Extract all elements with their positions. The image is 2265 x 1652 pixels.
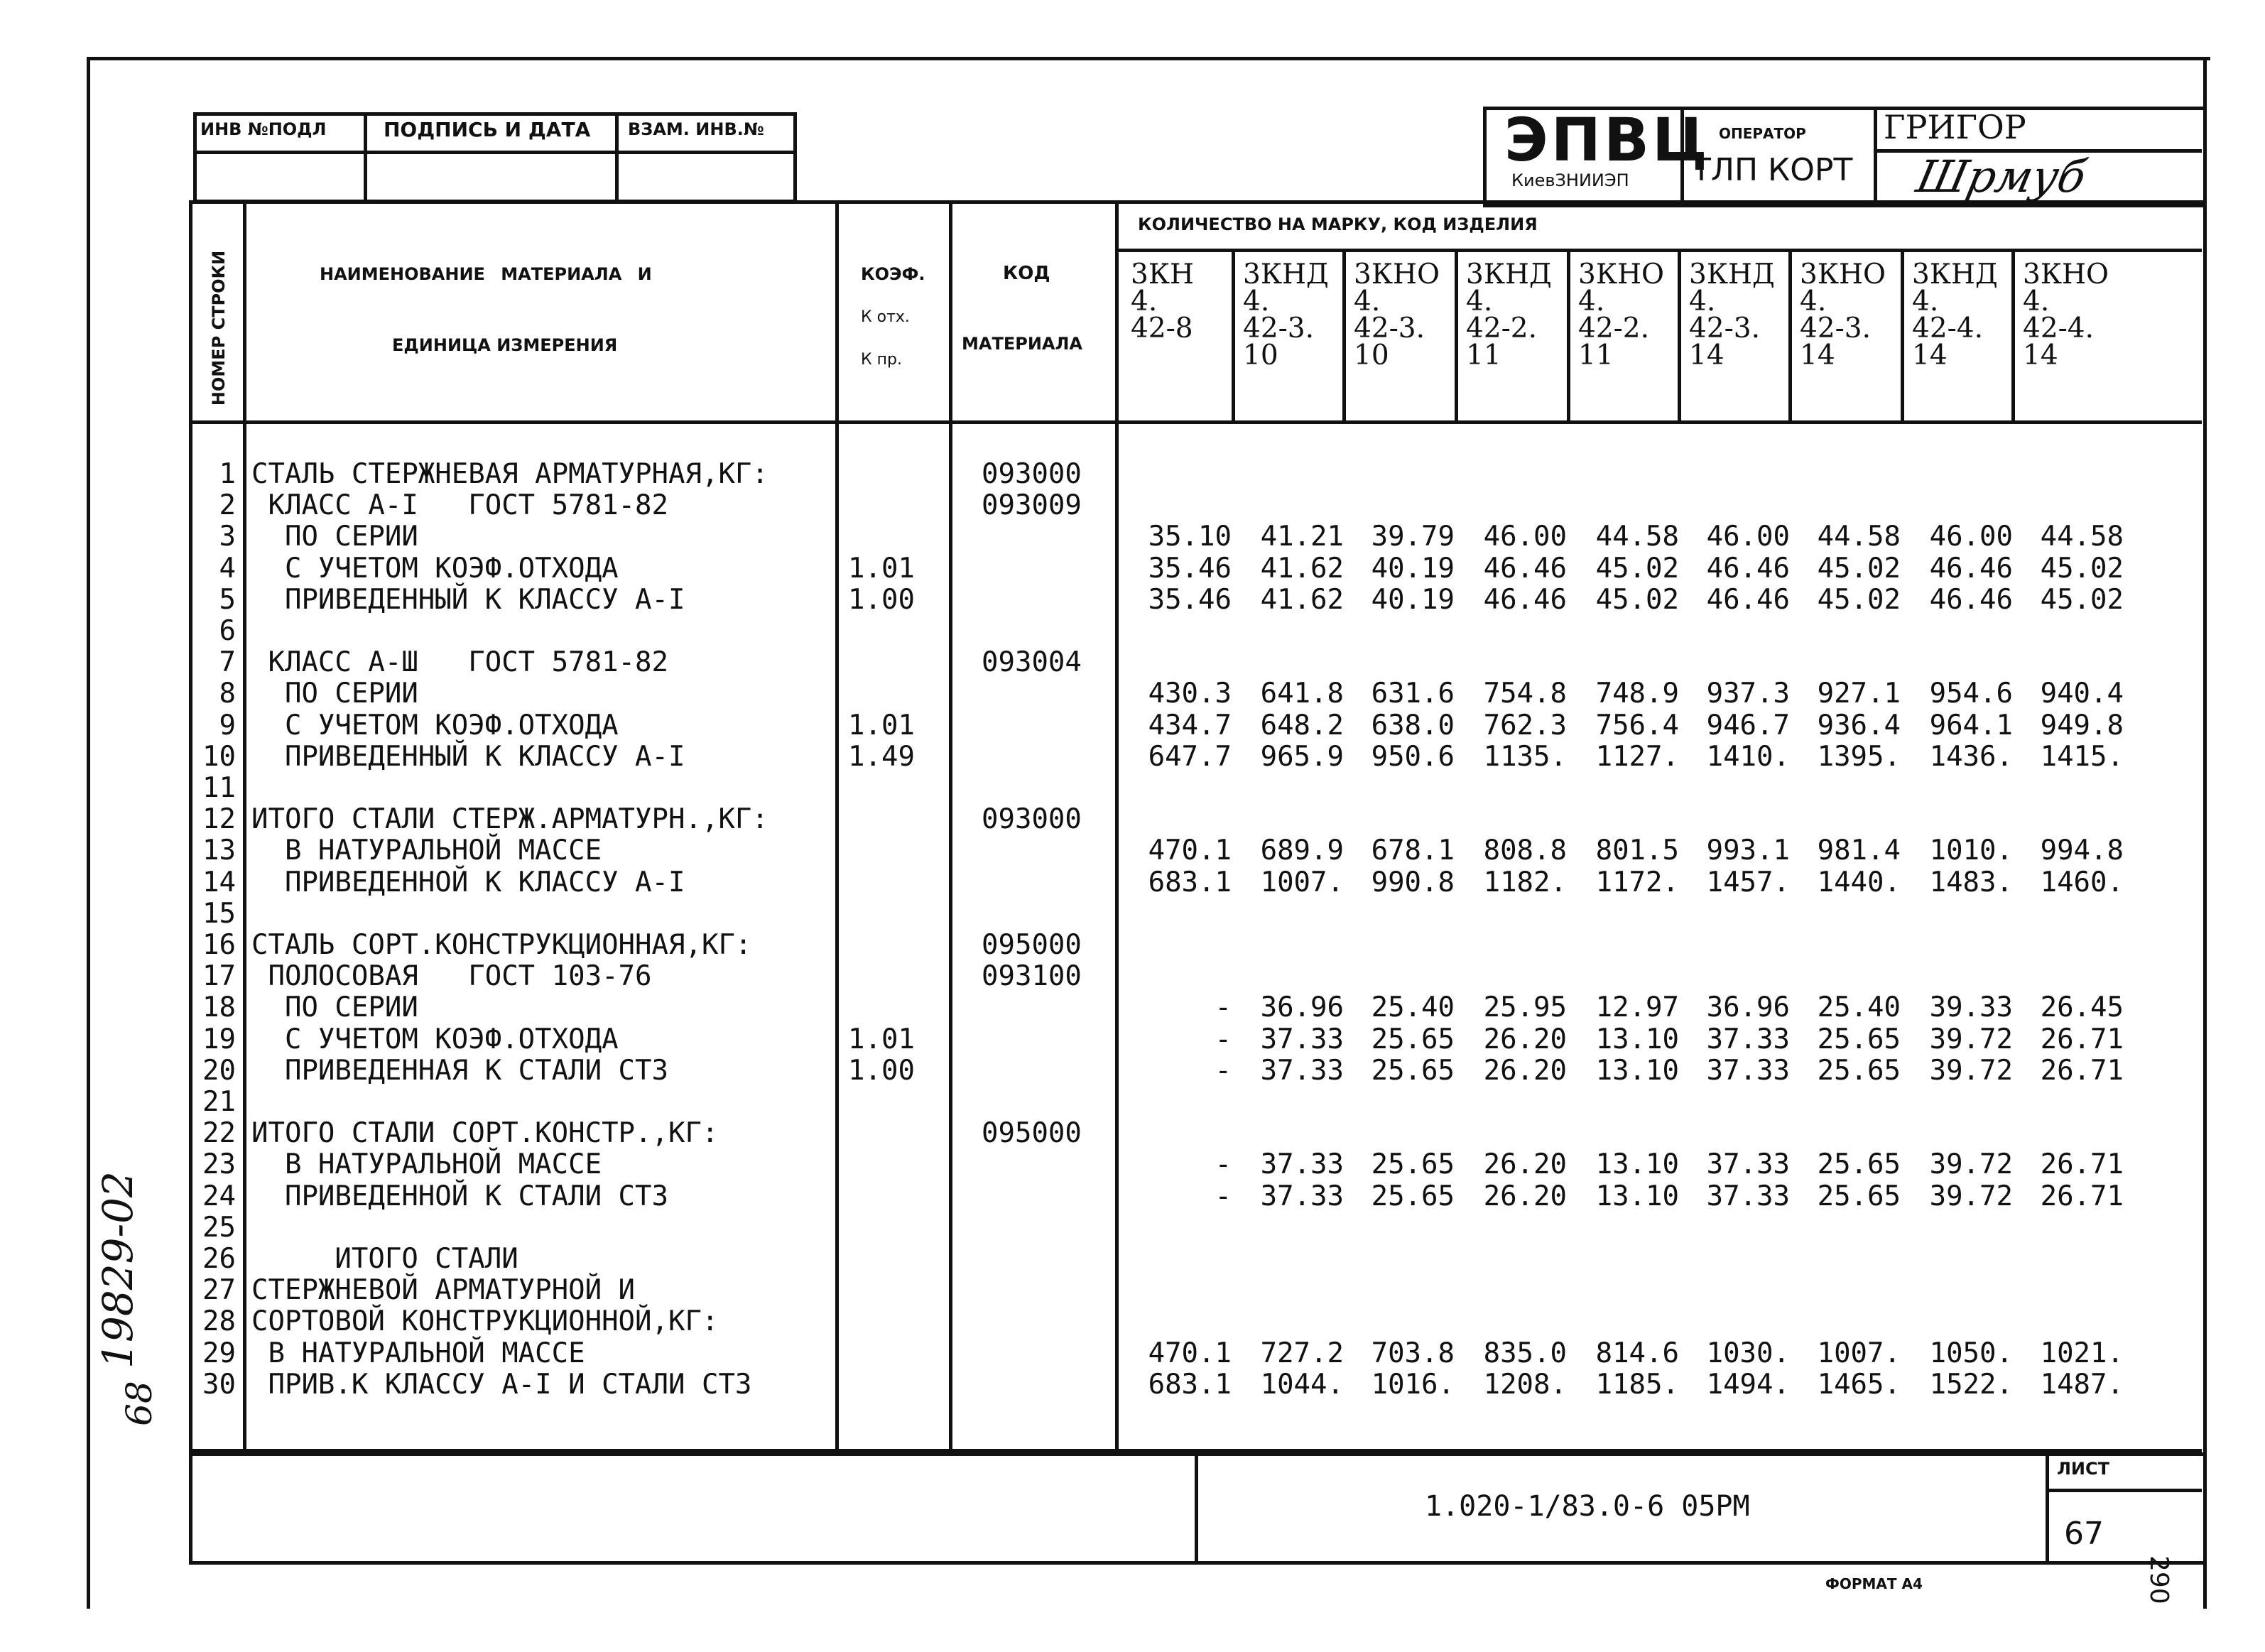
qty-value: 46.00	[1929, 521, 2013, 553]
qty-value: 1185.	[1595, 1369, 1679, 1401]
qty-value: 808.8	[1483, 835, 1567, 866]
qty-value: 37.33	[1706, 1180, 1790, 1212]
qty-value: 46.46	[1929, 584, 2013, 616]
qty-value: 40.19	[1371, 584, 1455, 616]
qty-value: -	[1215, 1148, 1232, 1180]
row-number: 21	[202, 1086, 236, 1118]
qty-value: 1182.	[1483, 866, 1567, 898]
row-number: 13	[202, 835, 236, 866]
qty-value: 756.4	[1595, 710, 1679, 741]
qty-value: 993.1	[1706, 835, 1790, 866]
qty-value: 26.71	[2040, 1180, 2124, 1212]
mark-header-7-line4: 14	[1800, 339, 1835, 371]
row-number: 15	[202, 898, 236, 930]
row-number: 17	[202, 960, 236, 992]
stamp-vzam-inv: ВЗАМ. ИНВ.№	[628, 119, 764, 139]
qty-value: 1016.	[1371, 1369, 1455, 1401]
qty-value: 37.33	[1706, 1055, 1790, 1087]
material-name: ИТОГО СТАЛИ СОРТ.КОНСТР.,КГ:	[251, 1117, 719, 1149]
material-name: ПРИВЕДЕННОЙ К КЛАССУ А-I	[251, 866, 685, 898]
qty-value: 1050.	[1929, 1337, 2013, 1369]
col-koef-line3: К пр.	[861, 351, 902, 369]
qty-value: 1007.	[1817, 1337, 1901, 1369]
qty-value: 678.1	[1371, 835, 1455, 866]
material-name: С УЧЕТОМ КОЭФ.ОТХОДА	[251, 1023, 619, 1055]
name-value: ГРИГОР	[1884, 108, 2026, 146]
row-number: 30	[202, 1369, 236, 1401]
format-label: ФОРМАТ А4	[1825, 1575, 1923, 1592]
mark-header-9-line3: 42-4.	[2023, 313, 2095, 344]
material-code: 095000	[982, 929, 1082, 961]
mark-header-3-line2: 4.	[1354, 286, 1381, 317]
qty-value: 12.97	[1595, 991, 1679, 1023]
mark-header-3-line3: 42-3.	[1354, 313, 1425, 344]
qty-value: 25.95	[1483, 991, 1567, 1023]
mark-header-9-line1: 3КНО	[2023, 259, 2109, 290]
qty-value: 1522.	[1929, 1369, 2013, 1401]
header-bottom-line	[189, 420, 2202, 424]
mark-header-5-line3: 42-2.	[1578, 313, 1650, 344]
mark-sep-3	[1455, 249, 1458, 424]
mark-sep-6	[1788, 249, 1792, 424]
row-number: 9	[219, 710, 236, 741]
handwritten-left: 19829-02	[94, 1171, 142, 1369]
qty-value: 46.46	[1929, 553, 2013, 585]
qty-value: 26.45	[2040, 991, 2124, 1023]
material-name: ПРИВЕДЕННЫЙ К КЛАССУ А-I	[251, 741, 685, 773]
qty-value: 46.00	[1483, 521, 1567, 553]
qty-value: 37.33	[1706, 1023, 1790, 1055]
row-number: 14	[202, 866, 236, 898]
material-name: ПРИВЕДЕННОЙ К СТАЛИ СТ3	[251, 1180, 668, 1212]
mark-header-9-line4: 14	[2023, 339, 2058, 371]
qty-value: 1010.	[1929, 835, 2013, 866]
row-number: 28	[202, 1305, 236, 1337]
qty-value: 45.02	[1817, 584, 1901, 616]
material-name: СТАЛЬ СОРТ.КОНСТРУКЦИОННАЯ,КГ:	[251, 929, 752, 961]
mark-header-5-line4: 11	[1578, 339, 1614, 371]
material-name: СТАЛЬ СТЕРЖНЕВАЯ АРМАТУРНАЯ,КГ:	[251, 458, 768, 490]
stamp-sep-2	[615, 112, 619, 200]
material-name: СОРТОВОЙ КОНСТРУКЦИОННОЙ,КГ:	[251, 1305, 719, 1337]
qty-value: 1483.	[1929, 866, 2013, 898]
row-number: 5	[219, 584, 236, 616]
qty-value: 25.65	[1371, 1023, 1455, 1055]
qty-value: 45.02	[2040, 553, 2124, 585]
mark-sep-5	[1678, 249, 1681, 424]
qty-value: 748.9	[1595, 678, 1679, 710]
qty-value: 937.3	[1706, 678, 1790, 710]
qty-value: 648.2	[1260, 710, 1344, 741]
col-code-line1: КОД	[1003, 263, 1050, 284]
qty-value: 683.1	[1148, 1369, 1232, 1401]
material-name: ПО СЕРИИ	[251, 521, 418, 553]
qty-value: 26.71	[2040, 1055, 2124, 1087]
qty-value: 35.10	[1148, 521, 1232, 553]
qty-value: 45.02	[2040, 584, 2124, 616]
qty-value: 39.72	[1929, 1055, 2013, 1087]
row-number: 4	[219, 553, 236, 585]
qty-value: 1208.	[1483, 1369, 1567, 1401]
qty-value: 25.40	[1371, 991, 1455, 1023]
qty-value: 1457.	[1706, 866, 1790, 898]
operator-label: ОПЕРАТОР	[1719, 125, 1806, 142]
qty-value: 754.8	[1483, 678, 1567, 710]
side-number: 290	[2144, 1555, 2173, 1604]
qty-value: 727.2	[1260, 1337, 1344, 1369]
qty-value: 13.10	[1595, 1055, 1679, 1087]
qty-value: -	[1215, 1055, 1232, 1087]
material-name: С УЧЕТОМ КОЭФ.ОТХОДА	[251, 710, 619, 741]
col-line-name	[835, 200, 839, 1452]
qty-value: 936.4	[1817, 710, 1901, 741]
mark-header-2-line4: 10	[1243, 339, 1278, 371]
qty-value: 25.65	[1817, 1148, 1901, 1180]
material-name: КЛАСС А-I ГОСТ 5781-82	[251, 489, 668, 521]
material-name: ПРИВЕДЕННЫЙ К КЛАССУ А-I	[251, 584, 685, 616]
qty-value: 25.65	[1817, 1180, 1901, 1212]
material-name: ИТОГО СТАЛИ	[251, 1243, 518, 1275]
qty-value: 964.1	[1929, 710, 2013, 741]
row-number: 3	[219, 521, 236, 553]
qty-value: 927.1	[1817, 678, 1901, 710]
row-number: 23	[202, 1148, 236, 1180]
row-number: 8	[219, 678, 236, 710]
qty-value: 13.10	[1595, 1023, 1679, 1055]
qty-value: 36.96	[1260, 991, 1344, 1023]
qty-value: 37.33	[1260, 1023, 1344, 1055]
qty-value: 949.8	[2040, 710, 2124, 741]
qty-value: 689.9	[1260, 835, 1344, 866]
qty-value: 1465.	[1817, 1369, 1901, 1401]
qty-value: 26.71	[2040, 1023, 2124, 1055]
qty-value: 631.6	[1371, 678, 1455, 710]
mark-header-9-line2: 4.	[2023, 286, 2050, 317]
qty-value: 41.21	[1260, 521, 1344, 553]
qty-value: 1487.	[2040, 1369, 2124, 1401]
qty-value: 1494.	[1706, 1369, 1790, 1401]
row-number: 25	[202, 1212, 236, 1244]
qty-value: 25.65	[1817, 1055, 1901, 1087]
mark-header-8-line3: 42-4.	[1912, 313, 1984, 344]
mark-header-7-line2: 4.	[1800, 286, 1827, 317]
qty-header: КОЛИЧЕСТВО НА МАРКУ, КОД ИЗДЕЛИЯ	[1138, 214, 1538, 234]
qty-value: 39.33	[1929, 991, 2013, 1023]
mark-header-8-line4: 14	[1912, 339, 1948, 371]
qty-value: 37.33	[1706, 1148, 1790, 1180]
qty-value: 46.00	[1706, 521, 1790, 553]
doc-code: 1.020-1/83.0-6 05РМ	[1425, 1490, 1750, 1523]
qty-value: 44.58	[1817, 521, 1901, 553]
qty-value: 35.46	[1148, 553, 1232, 585]
material-code: 093100	[982, 960, 1082, 992]
mark-sep-2	[1342, 249, 1346, 424]
row-number: 10	[202, 741, 236, 773]
stamp-podpis-data: ПОДПИСЬ И ДАТА	[384, 118, 591, 141]
list-label: ЛИСТ	[2057, 1459, 2110, 1479]
mark-header-1-line1: 3КН	[1131, 259, 1195, 290]
qty-value: 965.9	[1260, 741, 1344, 773]
qty-value: 37.33	[1260, 1055, 1344, 1087]
qty-value: 13.10	[1595, 1180, 1679, 1212]
bottom-sep-2	[2046, 1449, 2049, 1561]
qty-value: 44.58	[2040, 521, 2124, 553]
col-rownum-header: НОМЕР СТРОКИ	[209, 250, 229, 406]
qty-value: 1460.	[2040, 866, 2124, 898]
mark-sep-7	[1901, 249, 1904, 424]
qty-value: -	[1215, 1180, 1232, 1212]
qty-value: 37.33	[1260, 1180, 1344, 1212]
mark-header-6-line4: 14	[1689, 339, 1724, 371]
qty-value: 39.72	[1929, 1180, 2013, 1212]
qty-value: 647.7	[1148, 741, 1232, 773]
qty-value: 940.4	[2040, 678, 2124, 710]
mark-header-6-line2: 4.	[1689, 286, 1716, 317]
mark-header-6-line1: 3КНД	[1689, 259, 1775, 290]
qty-value: 946.7	[1706, 710, 1790, 741]
handwritten-page: 68	[119, 1381, 160, 1426]
qty-value: 434.7	[1148, 710, 1232, 741]
qty-value: 835.0	[1483, 1337, 1567, 1369]
qty-value: 703.8	[1371, 1337, 1455, 1369]
row-number: 27	[202, 1274, 236, 1306]
row-number: 2	[219, 489, 236, 521]
qty-value: 1415.	[2040, 741, 2124, 773]
row-number: 7	[219, 646, 236, 678]
qty-value: 46.46	[1483, 584, 1567, 616]
signature: Шрмуб	[1912, 151, 2091, 202]
operator-value: ТЛП КОРТ	[1692, 152, 1853, 188]
koef-value: 1.01	[848, 553, 915, 585]
mark-header-1-line3: 42-8	[1131, 313, 1193, 344]
mark-header-8-line2: 4.	[1912, 286, 1939, 317]
stamp-divider	[193, 151, 793, 154]
qty-value: 1007.	[1260, 866, 1344, 898]
qty-value: 26.71	[2040, 1148, 2124, 1180]
qty-value: 46.46	[1483, 553, 1567, 585]
col-koef-line2: К отх.	[861, 308, 910, 326]
qty-value: 950.6	[1371, 741, 1455, 773]
qty-value: 990.8	[1371, 866, 1455, 898]
mark-header-2-line2: 4.	[1243, 286, 1270, 317]
stamp-inv-podl: ИНВ №ПОДЛ	[200, 119, 327, 139]
qty-value: 954.6	[1929, 678, 2013, 710]
qty-value: 46.46	[1706, 553, 1790, 585]
qty-value: 35.46	[1148, 584, 1232, 616]
col-koef-line1: КОЭФ.	[861, 264, 925, 284]
material-name: СТЕРЖНЕВОЙ АРМАТУРНОЙ И	[251, 1274, 636, 1306]
qty-value: 1044.	[1260, 1369, 1344, 1401]
qty-value: 25.65	[1371, 1055, 1455, 1087]
qty-value: 430.3	[1148, 678, 1232, 710]
qty-value: 25.65	[1371, 1180, 1455, 1212]
mark-header-7-line1: 3КНО	[1800, 259, 1886, 290]
material-name: ПО СЕРИИ	[251, 678, 418, 710]
mark-header-6-line3: 42-3.	[1689, 313, 1761, 344]
org-name: ЭПВЦ	[1504, 105, 1710, 175]
qty-value: 40.19	[1371, 553, 1455, 585]
mark-header-4-line4: 11	[1466, 339, 1501, 371]
mark-sep-1	[1232, 249, 1235, 424]
qty-value: 26.20	[1483, 1148, 1567, 1180]
qty-value: 994.8	[2040, 835, 2124, 866]
material-code: 093009	[982, 489, 1082, 521]
list-number: 67	[2064, 1516, 2104, 1552]
row-number: 11	[202, 772, 236, 804]
material-code: 093000	[982, 803, 1082, 835]
row-number: 19	[202, 1023, 236, 1055]
qty-value: 45.02	[1817, 553, 1901, 585]
koef-value: 1.49	[848, 741, 915, 773]
material-name: В НАТУРАЛЬНОЙ МАССЕ	[251, 1148, 602, 1180]
mark-header-7-line3: 42-3.	[1800, 313, 1872, 344]
bottom-sep-1	[1195, 1449, 1198, 1561]
qty-value: -	[1215, 991, 1232, 1023]
qty-value: 41.62	[1260, 584, 1344, 616]
qty-value: 470.1	[1148, 1337, 1232, 1369]
col-line-koef	[949, 200, 952, 1452]
material-code: 095000	[982, 1117, 1082, 1149]
qty-value: 470.1	[1148, 835, 1232, 866]
koef-value: 1.00	[848, 1055, 915, 1087]
org-sub: КиевЗНИИЭП	[1511, 170, 1629, 190]
qty-value: 1021.	[2040, 1337, 2124, 1369]
mark-header-4-line1: 3КНД	[1466, 259, 1552, 290]
qty-value: 683.1	[1148, 866, 1232, 898]
mark-header-2-line3: 42-3.	[1243, 313, 1315, 344]
qty-value: 1436.	[1929, 741, 2013, 773]
row-number: 26	[202, 1243, 236, 1275]
material-code: 093004	[982, 646, 1082, 678]
qty-value: 39.72	[1929, 1023, 2013, 1055]
qty-value: 981.4	[1817, 835, 1901, 866]
qty-value: 1440.	[1817, 866, 1901, 898]
header-sep-2	[1874, 107, 1877, 204]
material-name: ПРИВ.К КЛАССУ А-I И СТАЛИ СТ3	[251, 1369, 752, 1401]
mark-header-8-line1: 3КНД	[1912, 259, 1998, 290]
qty-value: 1410.	[1706, 741, 1790, 773]
mark-header-3-line4: 10	[1354, 339, 1389, 371]
qty-value: 45.02	[1595, 553, 1679, 585]
col-name-header-line2: ЕДИНИЦА ИЗМЕРЕНИЯ	[392, 335, 618, 355]
material-name: ИТОГО СТАЛИ СТЕРЖ.АРМАТУРН.,КГ:	[251, 803, 768, 835]
qty-value: 26.20	[1483, 1055, 1567, 1087]
mark-sep-4	[1567, 249, 1570, 424]
qty-value: 45.02	[1595, 584, 1679, 616]
row-number: 16	[202, 929, 236, 961]
qty-value: 814.6	[1595, 1337, 1679, 1369]
qty-value: 36.96	[1706, 991, 1790, 1023]
material-name: КЛАСС А-Ш ГОСТ 5781-82	[251, 646, 668, 678]
qty-value: 39.79	[1371, 521, 1455, 553]
qty-value: 1395.	[1817, 741, 1901, 773]
qty-value: 641.8	[1260, 678, 1344, 710]
row-number: 20	[202, 1055, 236, 1087]
row-number: 1	[219, 458, 236, 490]
stamp-sep-1	[364, 112, 367, 200]
material-name: ПРИВЕДЕННАЯ К СТАЛИ СТ3	[251, 1055, 668, 1087]
col-line-code	[1115, 200, 1119, 1452]
material-code: 093000	[982, 458, 1082, 490]
qty-value: 26.20	[1483, 1023, 1567, 1055]
qty-value: 25.65	[1371, 1148, 1455, 1180]
col-name-header-line1: НАИМЕНОВАНИЕ МАТЕРИАЛА И	[320, 264, 652, 284]
koef-value: 1.00	[848, 584, 915, 616]
mark-sep-8	[2011, 249, 2015, 424]
qty-value: 801.5	[1595, 835, 1679, 866]
qty-value: 762.3	[1483, 710, 1567, 741]
material-name: ПО СЕРИИ	[251, 991, 418, 1023]
qty-value: -	[1215, 1023, 1232, 1055]
mark-header-2-line1: 3КНД	[1243, 259, 1329, 290]
qty-value: 13.10	[1595, 1148, 1679, 1180]
col-line-rownum	[243, 200, 246, 1452]
row-number: 24	[202, 1180, 236, 1212]
material-name: В НАТУРАЛЬНОЙ МАССЕ	[251, 1337, 585, 1369]
col-code-line2: МАТЕРИАЛА	[962, 334, 1082, 354]
qty-value: 25.40	[1817, 991, 1901, 1023]
row-number: 12	[202, 803, 236, 835]
material-name: С УЧЕТОМ КОЭФ.ОТХОДА	[251, 553, 619, 585]
qty-value: 1127.	[1595, 741, 1679, 773]
mark-header-4-line2: 4.	[1466, 286, 1493, 317]
mark-header-1-line2: 4.	[1131, 286, 1158, 317]
qty-value: 26.20	[1483, 1180, 1567, 1212]
row-number: 29	[202, 1337, 236, 1369]
qty-value: 25.65	[1817, 1023, 1901, 1055]
koef-value: 1.01	[848, 1023, 915, 1055]
row-number: 6	[219, 615, 236, 647]
mark-header-5-line1: 3КНО	[1578, 259, 1664, 290]
row-number: 18	[202, 991, 236, 1023]
qty-value: 37.33	[1260, 1148, 1344, 1180]
qty-value: 1172.	[1595, 866, 1679, 898]
qty-value: 1030.	[1706, 1337, 1790, 1369]
qty-value: 41.62	[1260, 553, 1344, 585]
qty-value: 44.58	[1595, 521, 1679, 553]
material-name: ПОЛОСОВАЯ ГОСТ 103-76	[251, 960, 652, 992]
qty-value: 1135.	[1483, 741, 1567, 773]
qty-value: 46.46	[1706, 584, 1790, 616]
qty-header-line	[1115, 249, 2202, 252]
row-number: 22	[202, 1117, 236, 1149]
material-name: В НАТУРАЛЬНОЙ МАССЕ	[251, 835, 602, 866]
mark-header-5-line2: 4.	[1578, 286, 1605, 317]
qty-value: 39.72	[1929, 1148, 2013, 1180]
qty-value: 638.0	[1371, 710, 1455, 741]
list-sep	[2046, 1489, 2202, 1492]
mark-header-4-line3: 42-2.	[1466, 313, 1538, 344]
koef-value: 1.01	[848, 710, 915, 741]
mark-header-3-line1: 3КНО	[1354, 259, 1440, 290]
